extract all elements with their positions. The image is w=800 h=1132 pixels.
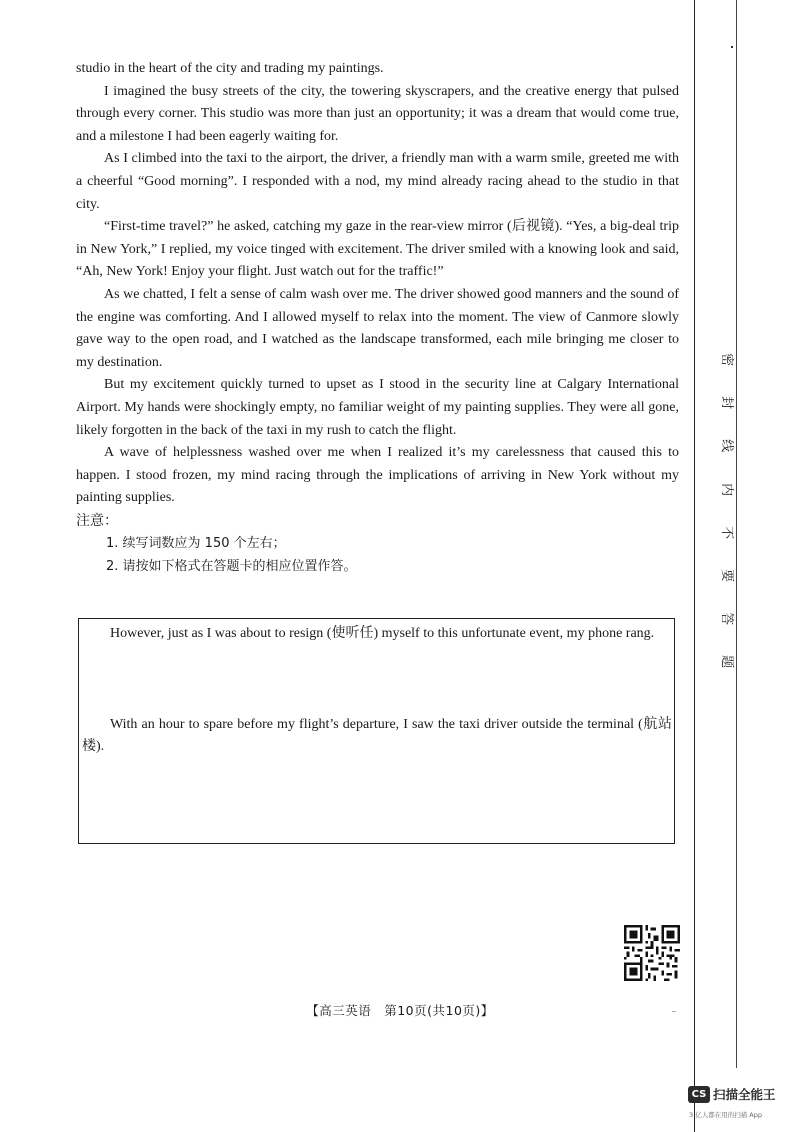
- story-paragraph-6: But my excitement quickly turned to upset as I stood in the security line at Calgary International Airport. My hands were shockingly empty, no familiar weight of my painting supplies. They were all gone, likely forgotten in the back of the taxi in my rush to catch the flight.: [76, 377, 679, 438]
- seal-char: 题: [719, 655, 735, 669]
- story-text: [76, 58, 679, 578]
- watermark-tagline: 3 亿人都在用的扫描 App: [689, 1111, 762, 1119]
- seal-char: 要: [719, 569, 735, 583]
- page-footer: 【高三英语 第10页(共10页)】: [306, 1003, 494, 1018]
- story-paragraph-1: studio in the heart of the city and trading my paintings.: [76, 61, 384, 76]
- story-paragraph-3: As I climbed into the taxi to the airport, the driver, a friendly man with a warm smile, greeted me with a cheerful “Good morning”. I responded with a nod, my mind already racing ahead to the studio in that city.: [76, 151, 679, 212]
- margin-line: [736, 0, 737, 1068]
- scanner-watermark: [688, 1084, 792, 1124]
- sealing-line-notice: [700, 338, 735, 684]
- footer-dots: ..: [672, 1005, 676, 1014]
- seal-char: 密: [719, 353, 735, 367]
- story-paragraph-4: “First-time travel?” he asked, catching my gaze in the rear-view mirror (后视镜). “Yes, a big-deal trip in New York,” I replied, my voice tinged with excitement. The driver smiled with a knowing look and said, “Ah, New York! Enjoy your flight. Just watch out for the traffic!”: [76, 219, 679, 280]
- watermark-app-name: 扫描全能王: [713, 1087, 776, 1102]
- seal-char: 不: [719, 525, 735, 539]
- note-answer-format: 2. 请按如下格式在答题卡的相应位置作答。: [106, 559, 357, 575]
- answer-box: [78, 618, 675, 844]
- story-paragraph-2: I imagined the busy streets of the city, the towering skyscrapers, and the creative energy that pulsed through every corner. This studio was more than just an opportunity; it was a dream that would come true, and a milestone I had been eagerly waiting for.: [76, 83, 679, 144]
- camscanner-logo-icon: CS: [688, 1086, 710, 1103]
- notes-title: 注意：: [76, 512, 118, 529]
- seal-char: 线: [719, 439, 735, 453]
- margin-dot: [731, 46, 733, 48]
- note-word-count: 1. 续写词数应为 150 个左右；: [106, 536, 286, 552]
- story-paragraph-7: A wave of helplessness washed over me when I realized it’s my carelessness that caused this to happen. I stood frozen, my mind racing through the implications of arriving in New York without my painting supplies.: [76, 445, 679, 506]
- continuation-prompt-1: However, just as I was about to resign (使听任) myself to this unfortunate event, my phone rang.: [110, 626, 655, 641]
- continuation-prompt-2: With an hour to spare before my flight’s departure, I saw the taxi driver outside the terminal (航站楼).: [82, 716, 672, 755]
- seal-char: 内: [719, 482, 735, 496]
- seal-char: 答: [719, 612, 735, 626]
- seal-char: 封: [719, 396, 735, 410]
- qr-code-icon: [624, 925, 680, 981]
- binding-line: [694, 0, 695, 1132]
- story-paragraph-5: As we chatted, I felt a sense of calm wash over me. The driver showed good manners and the sound of the engine was comforting. And I allowed myself to relax into the moment. The view of Canmore slowly gave way to the open road, and I watched as the landscape transformed, each mile bringing me closer to my destination.: [76, 286, 679, 370]
